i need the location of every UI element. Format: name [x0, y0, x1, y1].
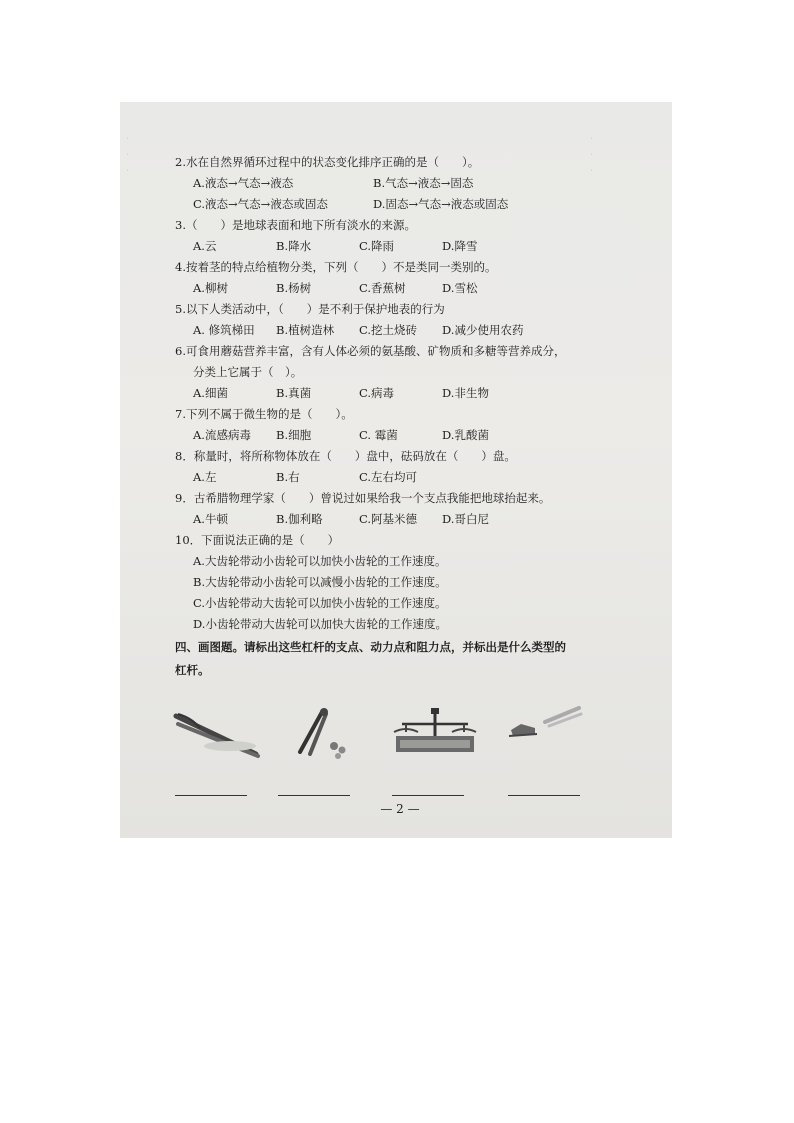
question-2-options: [175, 173, 615, 194]
question-6-options: [175, 383, 615, 404]
scanned-page-photo: [120, 102, 672, 838]
question-5-options: [175, 320, 615, 341]
nutcracker-icon: [288, 702, 353, 762]
balance-scale-icon: [390, 702, 480, 762]
page-number: — 2 —: [380, 802, 420, 816]
question-4-options: [175, 278, 615, 299]
option: A.左: [193, 470, 217, 484]
question-3-stem: 3.（ ）是地球表面和地下所有淡水的来源。: [175, 218, 416, 232]
question-10-line: B.大齿轮带动小齿轮可以减慢小齿轮的工作速度。: [193, 575, 447, 589]
question-9-options: [175, 509, 615, 530]
option: B.真菌: [276, 386, 312, 400]
option: B.细胞: [276, 428, 312, 442]
answer-blank-1[interactable]: [175, 795, 247, 796]
question-5-stem: 5.以下人类活动中，（ ）是不利于保护地表的行为: [175, 302, 445, 316]
option: C.降雨: [359, 239, 395, 253]
section-4-title-cont: 杠杆。: [175, 663, 210, 677]
answer-blank-2[interactable]: [278, 795, 350, 796]
question-4-stem: 4.按着茎的特点给植物分类，下列（ ）不是类同一类别的。: [175, 260, 497, 274]
option: A. 修筑梯田: [193, 323, 255, 337]
option: D.非生物: [442, 386, 489, 400]
question-3-options: [175, 236, 615, 257]
option: D.减少使用农药: [442, 323, 524, 337]
tongs-icon: [170, 702, 265, 762]
option: C.病毒: [359, 386, 395, 400]
question-7-stem: 7.下列不属于微生物的是（ ）。: [175, 407, 353, 421]
section-4-title: 四、画图题。请标出这些杠杆的支点、动力点和阻力点，并标出是什么类型的: [175, 640, 566, 654]
option: B.伽利略: [276, 512, 323, 526]
option: D.哥白尼: [442, 512, 489, 526]
option: A.牛顿: [193, 512, 228, 526]
option: C. 霉菌: [359, 428, 398, 442]
option: B.降水: [276, 239, 312, 253]
question-10-stem: 10．下面说法正确的是（ ）: [175, 533, 340, 547]
question-8-options: [175, 467, 615, 488]
option: A.柳树: [193, 281, 228, 295]
question-10-line: C.小齿轮带动大齿轮可以加快小齿轮的工作速度。: [193, 596, 447, 610]
question-8-stem: 8．称量时，将所称物体放在（ ）盘中，砝码放在（ ）盘。: [175, 449, 516, 463]
question-7-options: [175, 425, 615, 446]
bleed-through-left: · · ·: [126, 134, 130, 177]
option: A.液态→气态→液态: [193, 176, 294, 190]
question-6-stem: 6.可食用蘑菇营养丰富，含有人体必须的氨基酸、矿物质和多糖等营养成分，: [175, 344, 566, 358]
stapler-icon: [505, 702, 585, 762]
option: C.香蕉树: [359, 281, 406, 295]
option: C.阿基米德: [359, 512, 418, 526]
answer-blank-4[interactable]: [508, 795, 580, 796]
question-10-line: D.小齿轮带动大齿轮可以加快大齿轮的工作速度。: [193, 617, 447, 631]
option: C.左右均可: [359, 470, 418, 484]
option: A.流感病毒: [193, 428, 251, 442]
question-content: [175, 152, 615, 681]
option: B.杨树: [276, 281, 312, 295]
option: D.乳酸菌: [442, 428, 489, 442]
option: B.右: [276, 470, 300, 484]
answer-blank-3[interactable]: [392, 795, 464, 796]
option: D.雪松: [442, 281, 478, 295]
option: C.液态→气态→液态或固态: [193, 197, 328, 211]
question-9-stem: 9．古希腊物理学家（ ）曾说过如果给我一个支点我能把地球抬起来。: [175, 491, 551, 505]
option: A.云: [193, 239, 217, 253]
question-10-line: A.大齿轮带动小齿轮可以加快小齿轮的工作速度。: [193, 554, 447, 568]
option: D.固态→气态→液态或固态: [373, 197, 509, 211]
option: A.细菌: [193, 386, 228, 400]
bleed-through-right: · · ·: [590, 134, 594, 177]
option: C.挖土烧砖: [359, 323, 418, 337]
question-2-options-row2: [175, 194, 615, 215]
option: D.降雪: [442, 239, 478, 253]
question-6-stem-cont: 分类上它属于（ ）。: [193, 365, 303, 379]
question-2-stem: 2.水在自然界循环过程中的状态变化排序正确的是（ ）。: [175, 155, 480, 169]
option: B.气态→液态→固态: [373, 176, 474, 190]
option: B.植树造林: [276, 323, 335, 337]
